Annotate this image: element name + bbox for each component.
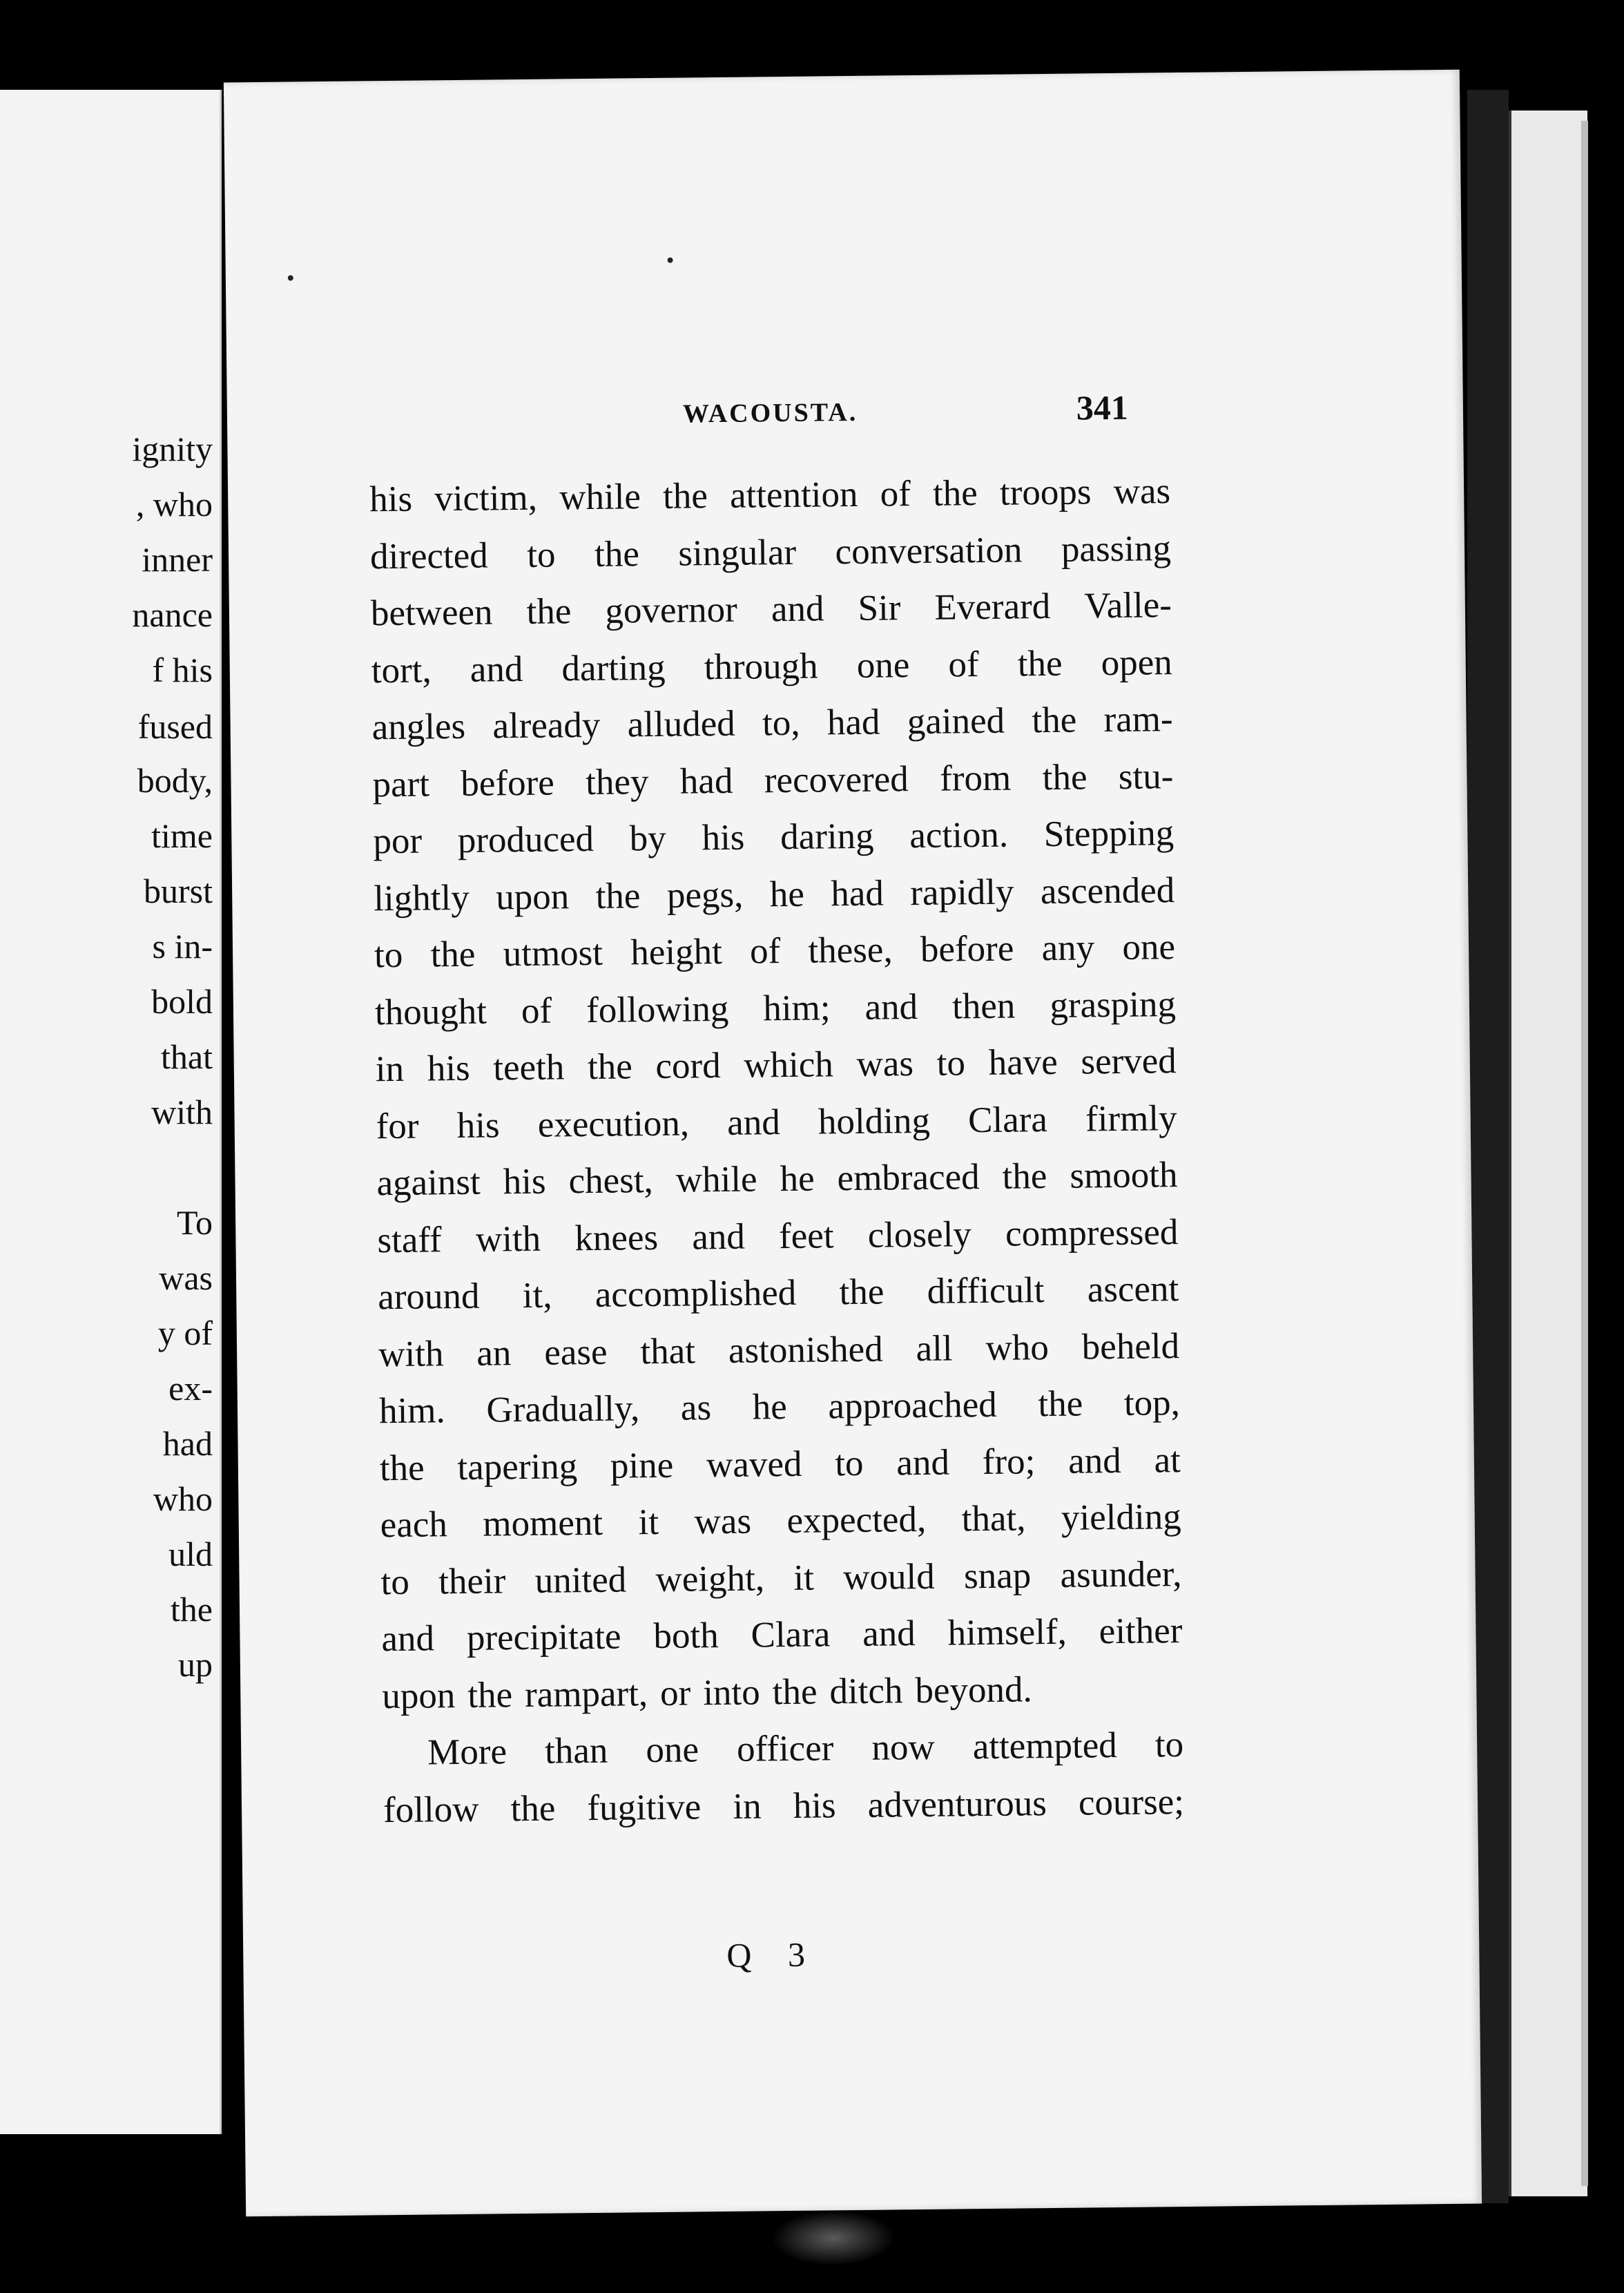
word: Stepping	[1043, 813, 1174, 855]
previous-page-line: the	[170, 1590, 213, 1629]
word: in	[375, 1048, 405, 1090]
previous-page-line: up	[178, 1645, 213, 1684]
word: daring	[780, 816, 874, 858]
word: and	[470, 649, 523, 690]
word: staff	[377, 1219, 442, 1260]
word: knees	[574, 1217, 659, 1258]
signature-mark: Q 3	[726, 1935, 820, 1975]
word: ditch	[829, 1670, 903, 1711]
word: against	[376, 1162, 481, 1204]
word: teeth	[493, 1047, 565, 1088]
text-line	[375, 1033, 1177, 1098]
word: each	[380, 1504, 448, 1546]
word: and	[381, 1618, 435, 1660]
word: both	[653, 1615, 719, 1657]
word: to	[380, 1562, 410, 1602]
word: with	[378, 1333, 444, 1374]
word: Clara	[751, 1614, 831, 1656]
word: alluded	[627, 703, 736, 745]
word: in	[733, 1785, 762, 1827]
text-line	[380, 1546, 1182, 1611]
word: thought	[374, 991, 487, 1033]
word: his	[427, 1048, 470, 1089]
word: himself,	[947, 1611, 1067, 1653]
word: passing	[1061, 528, 1172, 570]
word: feet	[778, 1215, 834, 1256]
text-line	[381, 1602, 1183, 1668]
word: to	[374, 934, 403, 976]
text-line	[376, 1090, 1177, 1155]
word: and	[726, 1102, 781, 1143]
previous-page-fragment	[0, 90, 222, 2134]
word: had	[679, 760, 733, 802]
word: fro;	[982, 1441, 1036, 1482]
word: the	[594, 533, 640, 575]
text-line	[370, 520, 1172, 586]
word: waved	[706, 1443, 802, 1485]
word: with	[475, 1218, 541, 1260]
text-line	[375, 976, 1177, 1042]
previous-page-line: ex-	[168, 1369, 213, 1408]
word: height	[630, 931, 723, 973]
word: at	[1154, 1439, 1181, 1480]
word: governor	[605, 589, 738, 631]
word: the	[1038, 1383, 1083, 1425]
paper-smudge	[771, 2209, 896, 2266]
word: the	[510, 1788, 556, 1829]
previous-page-line: who	[153, 1479, 213, 1518]
word: and	[896, 1442, 950, 1483]
word: angles	[371, 706, 466, 748]
word: Everard	[934, 586, 1051, 628]
word: their	[438, 1560, 506, 1602]
text-line	[380, 1488, 1181, 1554]
word: his	[702, 817, 745, 858]
word: following	[586, 988, 729, 1030]
word: part	[372, 763, 430, 805]
word: before	[920, 928, 1014, 970]
word: attention	[729, 474, 858, 516]
word: to	[1154, 1725, 1184, 1765]
word: then	[951, 986, 1016, 1026]
word: that	[640, 1330, 696, 1372]
text-line	[379, 1374, 1181, 1440]
word: to	[936, 1043, 966, 1084]
word: and	[864, 986, 918, 1028]
word: for	[376, 1106, 419, 1146]
word: have	[988, 1042, 1058, 1083]
word: had	[826, 702, 880, 743]
word: which	[744, 1044, 834, 1086]
word: weight,	[655, 1557, 765, 1600]
text-line	[383, 1774, 1185, 1839]
word: before	[461, 762, 555, 804]
word: beheld	[1081, 1325, 1180, 1368]
running-head	[227, 384, 1464, 439]
word: snap	[963, 1555, 1032, 1596]
word: lightly	[373, 877, 470, 919]
book-page	[224, 70, 1482, 2217]
running-title: WACOUSTA.	[682, 397, 858, 429]
word: than	[544, 1730, 608, 1772]
word: and	[1067, 1440, 1121, 1481]
word: his	[793, 1785, 836, 1826]
word: difficult	[927, 1270, 1045, 1312]
word: astonished	[728, 1329, 883, 1371]
word: rampart,	[524, 1673, 648, 1715]
previous-page-line: s in-	[152, 927, 213, 966]
page-number: 341	[1076, 387, 1129, 428]
word: the	[662, 476, 708, 517]
previous-page-line: body,	[137, 761, 213, 800]
word: him;	[763, 987, 831, 1028]
word: Gradually,	[486, 1388, 640, 1430]
word: utmost	[503, 932, 603, 975]
word: ease	[544, 1332, 608, 1373]
word: his	[503, 1161, 546, 1202]
paper-speck	[668, 258, 673, 263]
word: directed	[369, 535, 489, 577]
previous-page-line: was	[159, 1258, 213, 1297]
word: adventurous	[867, 1783, 1047, 1825]
text-line	[383, 1716, 1184, 1782]
word: his	[456, 1104, 500, 1146]
word: Valle-	[1084, 585, 1172, 626]
word: pegs,	[666, 874, 744, 916]
word: between	[370, 592, 493, 634]
previous-page-line: with	[151, 1093, 213, 1131]
word: while	[559, 477, 641, 518]
word: gained	[907, 700, 1005, 742]
word: the	[595, 875, 641, 917]
word: or	[659, 1673, 691, 1714]
word: and	[771, 588, 824, 630]
word: the	[430, 934, 476, 975]
word: ram-	[1103, 699, 1173, 740]
previous-page-text	[0, 90, 213, 2134]
word: was	[694, 1501, 752, 1542]
word: he	[780, 1158, 815, 1200]
word: Sir	[858, 588, 901, 629]
word: the	[587, 1046, 633, 1088]
word: one	[646, 1729, 699, 1771]
word: attempted	[972, 1725, 1118, 1767]
word: from	[939, 758, 1012, 799]
word: all	[916, 1328, 953, 1369]
word: asunder,	[1060, 1553, 1182, 1595]
text-line	[371, 691, 1173, 756]
word: the	[772, 1671, 818, 1712]
word: moment	[483, 1502, 603, 1544]
text-line	[378, 1260, 1179, 1326]
text-line	[369, 463, 1171, 528]
word: officer	[736, 1728, 834, 1769]
word: beyond.	[915, 1669, 1033, 1711]
word: as	[680, 1388, 712, 1428]
text-line	[372, 748, 1174, 814]
word: now	[871, 1727, 935, 1768]
word: conversation	[835, 529, 1023, 572]
word: that,	[961, 1498, 1026, 1539]
word: to	[834, 1443, 864, 1484]
word: the	[1017, 643, 1063, 684]
word: these,	[808, 930, 893, 971]
text-line	[377, 1204, 1179, 1269]
previous-page-line: y of	[157, 1314, 213, 1352]
word: tapering	[457, 1446, 578, 1488]
word: of	[948, 644, 979, 685]
word: pine	[610, 1445, 674, 1486]
word: grasping	[1050, 984, 1177, 1026]
word: through	[704, 645, 818, 687]
previous-page-line: bold	[151, 982, 213, 1021]
text-line	[371, 577, 1172, 642]
word: the	[1032, 700, 1077, 741]
word: of	[521, 990, 552, 1031]
word: produced	[457, 818, 594, 861]
previous-page-line: time	[151, 816, 213, 855]
text-line	[374, 862, 1175, 928]
word: already	[492, 704, 601, 747]
word: Clara	[967, 1099, 1048, 1140]
previous-page-line: fused	[137, 707, 213, 746]
word: it	[793, 1557, 815, 1598]
word: yielding	[1061, 1497, 1181, 1538]
previous-page-line: To	[176, 1203, 213, 1242]
word: the	[932, 473, 978, 514]
previous-page-line: burst	[144, 872, 213, 910]
word: course;	[1078, 1781, 1185, 1823]
text-line	[378, 1318, 1180, 1383]
word: either	[1099, 1611, 1183, 1652]
word: approached	[828, 1384, 998, 1427]
word: singular	[678, 532, 797, 574]
word: one	[1122, 927, 1176, 968]
word: the	[379, 1448, 425, 1488]
word: the	[526, 591, 572, 632]
word: was	[856, 1044, 914, 1084]
word: chest,	[568, 1160, 654, 1202]
word: and	[862, 1613, 916, 1654]
word: rapidly	[910, 872, 1014, 913]
word: one	[856, 644, 910, 686]
word: cord	[655, 1045, 721, 1086]
previous-page-line: inner	[142, 540, 213, 579]
word: troops	[999, 472, 1092, 513]
word: of	[749, 931, 781, 972]
word: the	[1002, 1156, 1047, 1197]
word: would	[842, 1556, 935, 1598]
text-line	[382, 1660, 1183, 1725]
word: and	[691, 1216, 746, 1257]
word: holding	[818, 1100, 931, 1142]
previous-page-line: , who	[135, 485, 213, 524]
word: an	[476, 1332, 512, 1374]
word: upon	[495, 876, 570, 917]
word: had	[831, 873, 884, 914]
word: it	[638, 1502, 659, 1543]
word: firmly	[1085, 1097, 1177, 1139]
word: More	[427, 1731, 508, 1773]
word: compressed	[1005, 1211, 1179, 1254]
word: open	[1101, 642, 1172, 683]
text-line	[379, 1432, 1181, 1497]
previous-page-line: uld	[168, 1535, 213, 1573]
word: tort,	[371, 649, 432, 691]
word: to	[526, 534, 556, 575]
text-line	[373, 805, 1174, 870]
previous-page-line: ignity	[132, 430, 213, 468]
word: was	[1113, 471, 1171, 512]
word: upon	[382, 1675, 456, 1716]
text-line	[371, 634, 1172, 700]
word: who	[985, 1327, 1050, 1368]
word: top,	[1123, 1383, 1181, 1423]
word: he	[769, 874, 805, 914]
body-text	[369, 463, 1185, 1839]
word: around	[377, 1276, 480, 1318]
word: the	[467, 1674, 513, 1716]
previous-page-line: nance	[132, 595, 213, 634]
paper-speck	[288, 275, 293, 280]
word: the	[839, 1272, 884, 1313]
word: by	[629, 818, 667, 859]
text-line	[376, 1146, 1178, 1212]
word: ascended	[1040, 870, 1175, 912]
text-line	[374, 919, 1176, 984]
next-page-edge	[1509, 111, 1587, 2196]
word: recovered	[764, 758, 909, 800]
word: he	[752, 1387, 788, 1428]
previous-page-line: that	[161, 1037, 213, 1076]
word: fugitive	[587, 1786, 702, 1828]
previous-page-line: had	[162, 1424, 213, 1463]
word: the	[1042, 756, 1088, 798]
word: smooth	[1070, 1155, 1178, 1196]
word: victim,	[434, 477, 538, 519]
word: stu-	[1118, 756, 1174, 797]
page-edge-highlight	[1581, 121, 1588, 2186]
word: embraced	[837, 1157, 980, 1199]
word: por	[373, 821, 423, 862]
word: ascent	[1087, 1269, 1179, 1310]
word: served	[1081, 1041, 1177, 1082]
word: it,	[522, 1275, 552, 1316]
word: his	[369, 479, 413, 520]
word: follow	[383, 1789, 479, 1830]
word: him.	[378, 1390, 446, 1432]
word: action.	[909, 814, 1009, 856]
word: closely	[867, 1213, 972, 1256]
word: expected,	[786, 1499, 927, 1542]
word: any	[1041, 928, 1095, 969]
word: while	[675, 1159, 757, 1200]
word: execution,	[537, 1102, 690, 1145]
word: united	[534, 1559, 627, 1601]
word: precipitate	[466, 1616, 621, 1658]
word: darting	[561, 647, 666, 689]
previous-page-line: f his	[152, 651, 213, 689]
word: to,	[762, 702, 800, 744]
word: accomplished	[594, 1272, 797, 1315]
word: they	[585, 761, 649, 803]
word: into	[702, 1671, 761, 1713]
word: of	[880, 474, 911, 515]
